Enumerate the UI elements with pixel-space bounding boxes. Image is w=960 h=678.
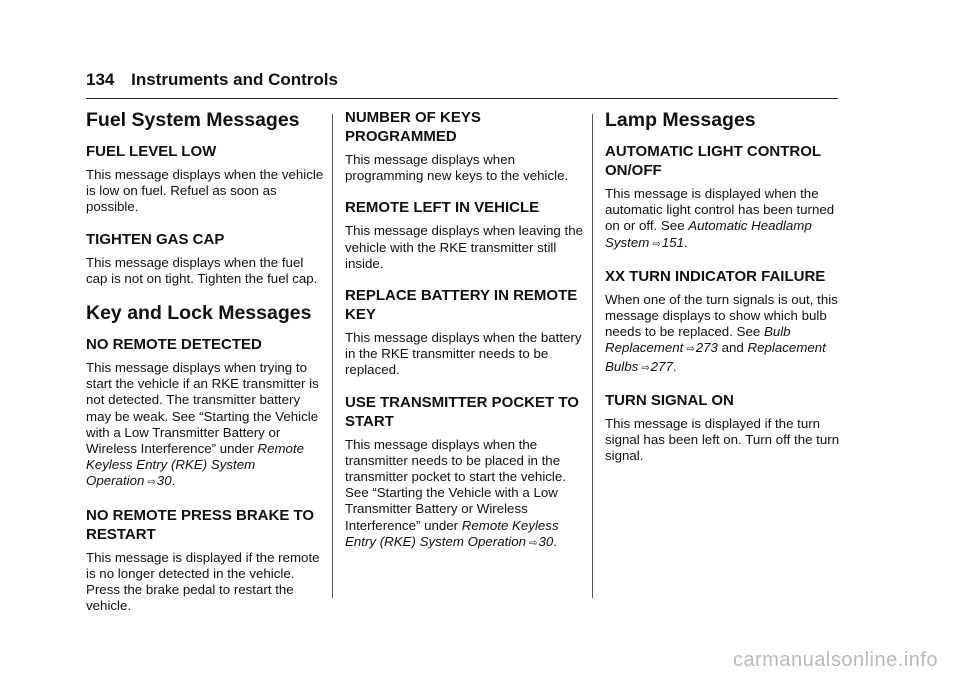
page-ref-icon: ⇨ bbox=[641, 362, 650, 374]
message-title: TIGHTEN GAS CAP bbox=[86, 230, 225, 248]
cross-reference-link[interactable]: Automatic Headlamp System bbox=[605, 218, 812, 250]
page-reference[interactable]: 273 bbox=[695, 340, 718, 356]
message-body: This message displays when programming new keys to the vehicle. bbox=[345, 152, 569, 184]
chapter-title: Instruments and Controls bbox=[131, 70, 338, 89]
message-body: This message displays when the transmitter needs to be placed in the transmitter pocket to start the vehicle. See “Starting the Vehicle with a Low Transmitter Battery or Wireless Interference” under Remote Keyless Entry (RKE) System Operation ⇨30. bbox=[345, 436, 566, 549]
section-heading-lamp: Lamp Messages bbox=[605, 109, 756, 131]
cross-reference-link[interactable]: Replacement Bulbs bbox=[605, 340, 826, 374]
page-ref-icon: ⇨ bbox=[529, 537, 538, 549]
message-title: USE TRANSMITTER POCKET TO START bbox=[345, 393, 579, 430]
message-title: AUTOMATIC LIGHT CONTROL ON/OFF bbox=[605, 143, 821, 179]
page-ref-icon: ⇨ bbox=[147, 477, 156, 489]
page-reference[interactable]: 30 bbox=[538, 533, 554, 549]
page-reference[interactable]: 151 bbox=[661, 234, 684, 250]
page-ref-icon: ⇨ bbox=[652, 238, 661, 250]
message-body: This message is displayed when the automatic light control has been turned on or off. See Automatic Headlamp System ⇨151. bbox=[605, 186, 835, 250]
column-divider bbox=[592, 114, 593, 598]
message-body: This message displays when trying to start the vehicle if an RKE transmitter is not detected. The transmitter battery may be weak. See “Starting the Vehicle with a Low Transmitter Battery or Wireless Interference” under Remote Keyless Entry (RKE) System Operation ⇨30. bbox=[86, 360, 319, 489]
message-body: This message displays when the fuel cap is not on tight. Tighten the fuel cap. bbox=[86, 254, 318, 286]
cross-reference-link[interactable]: Bulb Replacement bbox=[605, 324, 791, 356]
message-body: This message displays when leaving the vehicle with the RKE transmitter still inside. bbox=[345, 223, 583, 271]
column-3 bbox=[605, 108, 847, 478]
watermark: carmanualsonline.info bbox=[732, 649, 938, 671]
message-body: This message displays when the vehicle is low on fuel. Refuel as soon as possible. bbox=[86, 167, 324, 215]
column-2 bbox=[345, 108, 587, 566]
message-title: TURN SIGNAL ON bbox=[605, 391, 734, 409]
cross-reference-link[interactable]: Remote Keyless Entry (RKE) System Operation bbox=[86, 441, 305, 489]
message-title: NO REMOTE DETECTED bbox=[86, 336, 262, 354]
message-title: XX TURN INDICATOR FAILURE bbox=[605, 267, 826, 285]
message-body: This message displays when the battery in the RKE transmitter needs to be replaced. bbox=[345, 330, 582, 378]
page-number: 134 bbox=[86, 70, 115, 89]
message-title: NUMBER OF KEYS PROGRAMMED bbox=[345, 109, 481, 145]
column-divider bbox=[332, 114, 333, 598]
message-title: REMOTE LEFT IN VEHICLE bbox=[345, 199, 540, 217]
page-reference[interactable]: 277 bbox=[650, 358, 673, 374]
cross-reference-link[interactable]: Remote Keyless Entry (RKE) System Operation bbox=[345, 517, 559, 549]
message-body: This message is displayed if the remote is no longer detected in the vehicle. Press the brake pedal to restart the vehicle. bbox=[86, 549, 320, 614]
message-title: FUEL LEVEL LOW bbox=[86, 143, 217, 160]
page-header bbox=[86, 70, 838, 99]
page-reference[interactable]: 30 bbox=[156, 473, 172, 489]
section-heading-key: Key and Lock Messages bbox=[86, 302, 312, 325]
message-body: When one of the turn signals is out, this message displays to show which bulb needs to be replaced. See Bulb Replacement ⇨273 and Replacement Bulbs ⇨277. bbox=[605, 291, 838, 374]
message-title: REPLACE BATTERY IN REMOTE KEY bbox=[345, 287, 578, 324]
column-1 bbox=[86, 108, 328, 628]
message-body: This message is displayed if the turn signal has been left on. Turn off the turn signal. bbox=[605, 415, 840, 464]
message-title: NO REMOTE PRESS BRAKE TO RESTART bbox=[86, 506, 315, 543]
page-ref-icon: ⇨ bbox=[686, 344, 695, 356]
section-heading-fuel: Fuel System Messages bbox=[86, 109, 300, 131]
